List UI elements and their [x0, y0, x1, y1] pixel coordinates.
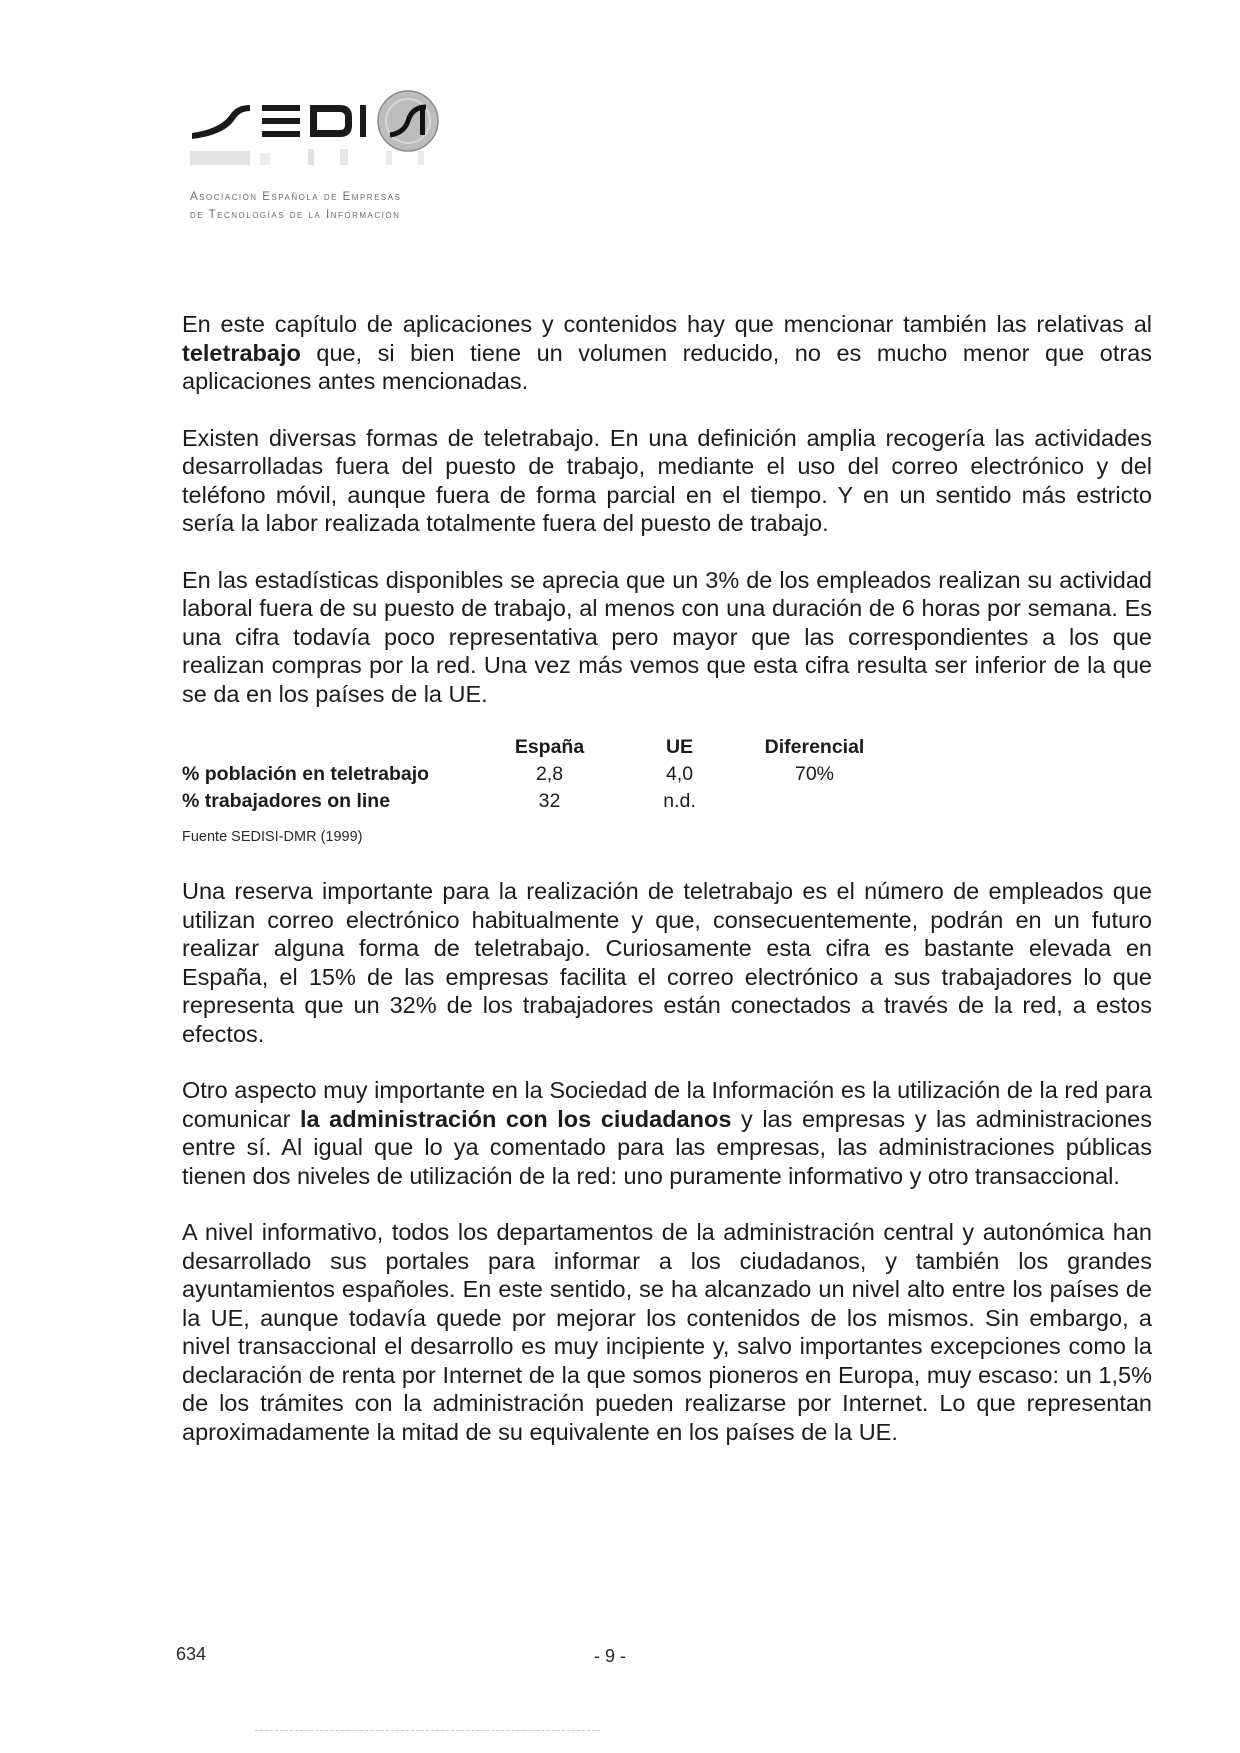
paragraph-nivel-informativo: A nivel informativo, todos los departamentos de la administración central y autonómica han desarrollado sus portales para informar a los ciudadanos, y también los grandes ayuntamientos españoles. En este sentido, se ha alcanzado un nivel alto entre los países de la UE, aunque todavía quede por mejorar los contenidos de los mismos. Sin embargo, a nivel transaccional el desarrollo es muy incipiente y, salvo importantes excepciones como la declaración de renta por Internet de la que somos pioneros en Europa, muy escaso: un 1,5% de los trámites con la administración pueden realizarse por Internet. Lo que representan aproximadamente la mitad de su equivalente en los países de la UE. — [182, 1219, 1152, 1445]
table-header-espana: España — [514, 736, 585, 758]
paragraph-text: Otro aspecto muy importante en la Sociedad de la Información es la utilización de la red para comunicar — [182, 1077, 1152, 1132]
table-row — [182, 788, 887, 815]
paragraph-reserva-correo: Una reserva importante para la realización de teletrabajo es el número de empleados que utilizan correo electrónico habitualmente y que, consecuentemente, podrán en un futuro realizar alguna forma de teletrabajo. Curiosamente esta cifra es bastante elevada en España, el 15% de las empresas facilita el correo electrónico a sus trabajadores lo que representa que un 32% de los trabajadores están conectados a través de la red, a estos efectos. — [182, 878, 1152, 1047]
scan-artifact-line — [255, 1730, 600, 1731]
table-header-empty — [182, 734, 482, 761]
row-label: % población en teletrabajo — [182, 763, 430, 785]
paragraph-text: En este capítulo de aplicaciones y contenidos hay que mencionar también las relativas al — [182, 311, 1152, 337]
cell-diferencial: 70% — [794, 763, 835, 785]
bold-term-administracion: la administración con los ciudadanos — [300, 1105, 732, 1132]
table-header-diferencial: Diferencial — [764, 736, 865, 758]
paragraph-estadisticas: En las estadísticas disponibles se aprecia que un 3% de los empleados realizan su actividad laboral fuera de su puesto de trabajo, al menos con una duración de 6 horas por semana. Es una cifra todavía poco representativa pero mayor que las correspondientes a los que realizan compras por la red. Una vez más vemos que esta cifra resulta ser inferior de la que se da en los países de la UE. — [182, 566, 1152, 707]
table-row — [182, 761, 887, 788]
paragraph-text: y las empresas y las administraciones entre sí. Al igual que lo ya comentado para las empresas, las administraciones públicas tienen dos niveles de utilización de la red: uno puramente informativo y otro transaccional. — [182, 1105, 1153, 1189]
footer-page-number: - 9 - — [594, 1646, 627, 1666]
sedisi-logo-mark — [190, 85, 490, 190]
document-body — [182, 310, 1152, 1446]
sedisi-logo — [190, 85, 490, 265]
row-label: % trabajadores on line — [182, 790, 391, 812]
cell-diferencial — [742, 788, 887, 815]
paragraph-formas-teletrabajo: Existen diversas formas de teletrabajo. En una definición amplia recogería las actividades desarrolladas fuera del puesto de trabajo, mediante el uso del correo electrónico y del teléfono móvil, aunque fuera de forma parcial en el tiempo. Y en un sentido más estricto sería la labor realizada totalmente fuera del puesto de trabajo. — [182, 424, 1152, 536]
footer-document-number: 634 — [176, 1644, 207, 1664]
cell-espana: 2,8 — [535, 763, 564, 785]
cell-espana: 32 — [538, 790, 561, 812]
teletrabajo-table — [182, 734, 887, 815]
bold-term-teletrabajo: teletrabajo — [182, 339, 301, 366]
paragraph-teletrabajo-intro — [182, 310, 1152, 396]
table-header-ue: UE — [665, 736, 694, 758]
cell-ue: n.d. — [663, 790, 696, 812]
paragraph-text: que, si bien tiene un volumen reducido, no es mucho menor que otras aplicaciones antes mencionadas. — [182, 339, 1152, 394]
paragraph-administracion — [182, 1076, 1152, 1190]
logo-tagline-line1: Asociación Española de Empresas — [190, 191, 402, 203]
cell-ue: 4,0 — [665, 763, 694, 785]
logo-tagline-line2: de Tecnologías de la Información — [190, 209, 401, 221]
table-source-note: Fuente SEDISI-DMR (1999) — [182, 829, 363, 845]
table-header-row — [182, 734, 887, 761]
